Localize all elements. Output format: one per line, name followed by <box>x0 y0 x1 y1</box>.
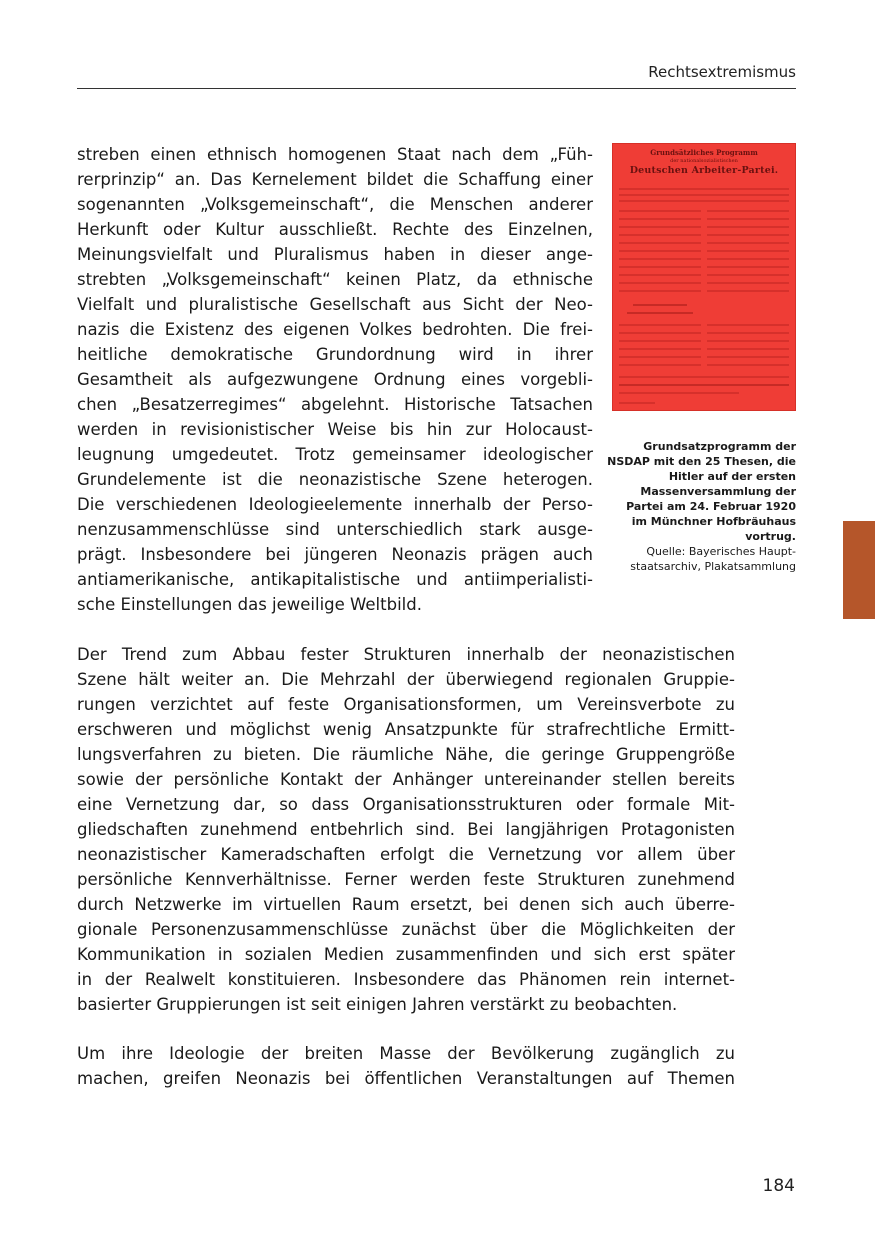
poster-text-line <box>619 402 655 404</box>
poster-text-line <box>619 384 789 386</box>
caption-source: staatsarchiv, Plakatsammlung <box>630 560 796 573</box>
poster-text-line <box>619 282 701 284</box>
poster-text-line <box>619 218 701 220</box>
poster-text-line <box>619 324 701 326</box>
poster-text-line <box>707 242 789 244</box>
text-line: heitliche demokratische Grundordnung wird in ihrer <box>77 345 593 364</box>
text-line: Um ihre Ideologie der breiten Masse der Bevölkerung zugänglich zu <box>77 1044 735 1063</box>
text-line: erschweren und möglichst wenig Ansatzpunkte für strafrechtliche Ermitt- <box>77 720 735 739</box>
text-line: rungen verzichtet auf feste Organisationsformen, um Vereinsverbote zu <box>77 695 735 714</box>
nsdap-program-poster-image <box>612 143 796 411</box>
poster-text-line <box>707 340 789 342</box>
text-line: rerprinzip“ an. Das Kernelement bildet die Schaffung einer <box>77 170 593 189</box>
poster-text-line <box>707 290 789 292</box>
text-line: Szene hält weiter an. Die Mehrzahl der überwiegend regionalen Gruppie- <box>77 670 735 689</box>
text-line: werden in revisionistischer Weise bis hin zur Holocaust- <box>77 420 593 439</box>
text-line: gliedschaften zunehmend entbehrlich sind. Bei langjährigen Protagonisten <box>77 820 735 839</box>
text-line: strebten „Volksgemeinschaft“ keinen Platz, da ethnische <box>77 270 593 289</box>
text-line: prägt. Insbesondere bei jüngeren Neonazis prägen auch <box>77 545 593 564</box>
poster-text-line <box>707 258 789 260</box>
text-line: Kommunikation in sozialen Medien zusammenfinden und sich erst später <box>77 945 735 964</box>
poster-text-line <box>619 242 701 244</box>
poster-text-line <box>619 356 701 358</box>
poster-text-line <box>619 258 701 260</box>
poster-text-line <box>707 332 789 334</box>
text-line: Gesamtheit als aufgezwungene Ordnung eines vorgebli- <box>77 370 593 389</box>
paragraph-1 <box>77 142 593 617</box>
caption-line: im Münchner Hofbräuhaus <box>631 515 796 528</box>
poster-text-line <box>627 312 693 314</box>
poster-text-line <box>707 356 789 358</box>
poster-text-line <box>619 348 701 350</box>
poster-title: Deutschen Arbeiter-Partei. <box>629 165 779 176</box>
poster-heading: Grundsätzliches Programm <box>650 148 758 157</box>
poster-text-line <box>707 218 789 220</box>
poster-text-line <box>707 266 789 268</box>
poster-text-line <box>707 282 789 284</box>
text-line: Herkunft oder Kultur ausschließt. Rechte des Einzelnen, <box>77 220 593 239</box>
text-line: machen, greifen Neonazis bei öffentlichen Veranstaltungen auf Themen <box>77 1069 735 1088</box>
text-line: basierter Gruppierungen ist seit einigen Jahren verstärkt zu beobachten. <box>77 995 678 1014</box>
poster-subheading: der nationalsozialistischen <box>670 158 738 164</box>
caption-line: Massenversammlung der <box>640 485 796 498</box>
running-header: Rechtsextremismus <box>648 63 796 81</box>
text-line: eine Vernetzung dar, so dass Organisationsstrukturen oder formale Mit- <box>77 795 735 814</box>
text-line: Die verschiedenen Ideologieelemente innerhalb der Perso- <box>77 495 593 514</box>
paragraph-2 <box>77 642 735 1017</box>
text-line: antiamerikanische, antikapitalistische und antiimperialisti- <box>77 570 593 589</box>
poster-text-line <box>619 332 701 334</box>
text-line: persönliche Kennverhältnisse. Ferner werden feste Strukturen zunehmend <box>77 870 735 889</box>
poster-text-line <box>707 210 789 212</box>
text-line: in der Realwelt konstituieren. Insbesondere das Phänomen rein internet- <box>77 970 735 989</box>
text-line: Der Trend zum Abbau fester Strukturen innerhalb der neonazistischen <box>77 645 735 664</box>
text-line: gionale Personenzusammenschlüsse zunächst über die Möglichkeiten der <box>77 920 735 939</box>
text-line: chen „Besatzerregimes“ abgelehnt. Historische Tatsachen <box>77 395 593 414</box>
text-line: sche Einstellungen das jeweilige Weltbild. <box>77 595 422 614</box>
text-line: streben einen ethnisch homogenen Staat nach dem „Füh- <box>77 145 593 164</box>
text-line: Meinungsvielfalt und Pluralismus haben in dieser ange- <box>77 245 593 264</box>
text-line: lungsverfahren zu bieten. Die räumliche Nähe, die geringe Gruppengröße <box>77 745 735 764</box>
caption-source: Quelle: Bayerisches Haupt- <box>646 545 796 558</box>
poster-text-line <box>707 274 789 276</box>
text-line: nenzusammenschlüsse sind unterschiedlich stark ausge- <box>77 520 593 539</box>
poster-text-line <box>619 210 701 212</box>
poster-text-line <box>633 304 687 306</box>
poster-text-line <box>707 234 789 236</box>
caption-line: vortrug. <box>745 530 796 543</box>
poster-text-line <box>619 340 701 342</box>
chapter-side-tab <box>843 521 875 619</box>
poster-text-line <box>619 392 739 394</box>
poster-text-line <box>619 376 789 378</box>
poster-text-line <box>707 226 789 228</box>
caption-line: NSDAP mit den 25 Thesen, die <box>607 455 796 468</box>
text-line: durch Netzwerke im virtuellen Raum ersetzt, bei denen sich auch überre- <box>77 895 735 914</box>
poster-text-line <box>619 188 789 190</box>
poster-text-line <box>619 194 789 196</box>
poster-text-line <box>619 250 701 252</box>
poster-text-line <box>619 266 701 268</box>
poster-text-line <box>619 226 701 228</box>
poster-text-line <box>707 250 789 252</box>
poster-text-line <box>619 290 701 292</box>
poster-text-line <box>619 200 789 202</box>
text-line: sogenannten „Volksgemeinschaft“, die Menschen anderer <box>77 195 593 214</box>
text-line: nazis die Existenz des eigenen Volkes bedrohten. Die frei- <box>77 320 593 339</box>
poster-text-line <box>619 274 701 276</box>
poster-text-line <box>619 234 701 236</box>
text-line: sowie der persönliche Kontakt der Anhänger untereinander stellen bereits <box>77 770 735 789</box>
text-line: leugnung umgedeutet. Trotz gemeinsamer ideologischer <box>77 445 593 464</box>
text-line: Grundelemente ist die neonazistische Szene heterogen. <box>77 470 593 489</box>
text-line: Vielfalt und pluralistische Gesellschaft aus Sicht der Neo- <box>77 295 593 314</box>
text-line: neonazistischer Kameradschaften erfolgt die Vernetzung vor allem über <box>77 845 735 864</box>
page-number: 184 <box>762 1176 795 1196</box>
poster-text-line <box>619 364 701 366</box>
caption-line: Partei am 24. Februar 1920 <box>626 500 796 513</box>
paragraph-3 <box>77 1041 735 1091</box>
header-rule <box>77 88 796 89</box>
poster-text-line <box>707 324 789 326</box>
poster-text-line <box>707 348 789 350</box>
caption-line: Hitler auf der ersten <box>668 470 796 483</box>
figure-caption <box>600 439 796 574</box>
caption-line: Grundsatzprogramm der <box>643 440 796 453</box>
poster-text-line <box>707 364 789 366</box>
